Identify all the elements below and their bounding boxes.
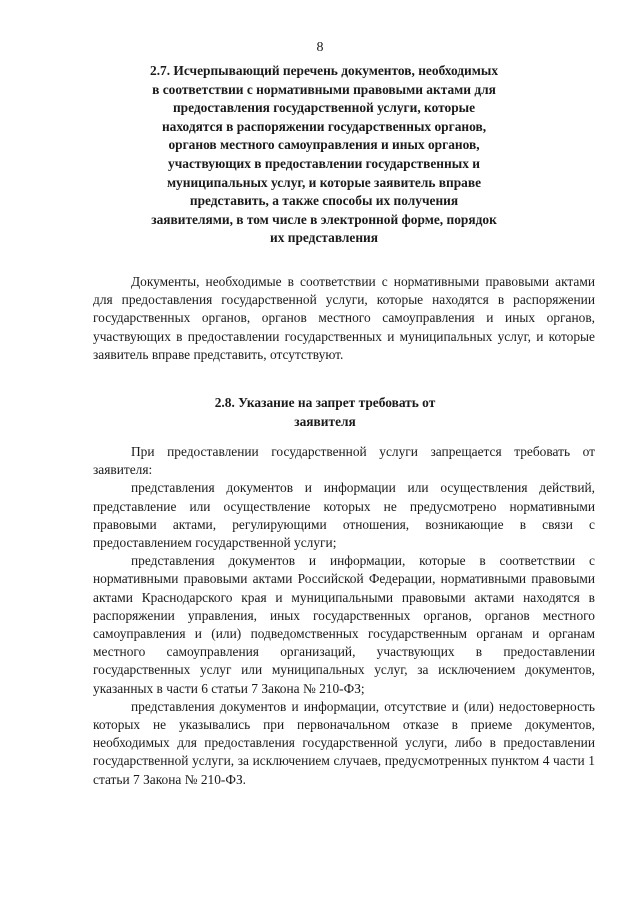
paragraph: представления документов и информации, которые в соответствии с нормативными правовыми актами Российской Федерации, нормативными правовыми актами Краснодарского края и муниципальными правовыми актами находятся в распоряжении управления, иных государственных органов, органов местного самоуправления и (или) подведомственных государственным органам и органам местного самоуправления организаций, участвующих в предоставлении государственных услуг или муниципальных услуг, за исключением документов, указанных в части 6 статьи 7 Закона № 210-ФЗ; bbox=[93, 553, 595, 696]
section-2-8-body bbox=[93, 443, 595, 789]
section-2-7-heading: 2.7. Исчерпывающий перечень документов, необходимых в соответствии с нормативными правовыми актами для предоставления государственной услуги, которые находятся в распоряжении государственных органов, органов местного самоуправления и иных органов, участвующих в предоставлении государственных и муниципальных услуг, и которые заявитель вправе представить, а также способы их получения заявителями, в том числе в электронной форме, порядок их представления bbox=[150, 63, 499, 246]
section-2-7-body bbox=[93, 273, 595, 364]
paragraph: Документы, необходимые в соответствии с нормативными правовыми актами для предоставления государственной услуги, которые находятся в распоряжении государственных органов, органов местного самоуправления и иных органов, участвующих в предоставлении государственных и муниципальных услуг, и которые заявитель вправе представить, отсутствуют. bbox=[93, 274, 595, 362]
paragraph: представления документов и информации или осуществления действий, представление или осуществление которых не предусмотрено нормативными правовыми актами, регулирующими отношения, возникающие в связи с предоставлением государственной услуги; bbox=[93, 480, 595, 551]
section-2-8-heading: 2.8. Указание на запрет требовать от заявителя bbox=[214, 395, 436, 429]
paragraph: представления документов и информации, отсутствие и (или) недостоверность которых не указывались при первоначальном отказе в приеме документов, необходимых для предоставления государственной услуги, либо в предоставлении государственной услуги, за исключением случаев, предусмотренных пунктом 4 части 1 статьи 7 Закона № 210-ФЗ. bbox=[93, 698, 595, 787]
paragraph: При предоставлении государственной услуги запрещается требовать от заявителя: bbox=[93, 444, 595, 478]
page-number: 8 bbox=[316, 40, 324, 55]
